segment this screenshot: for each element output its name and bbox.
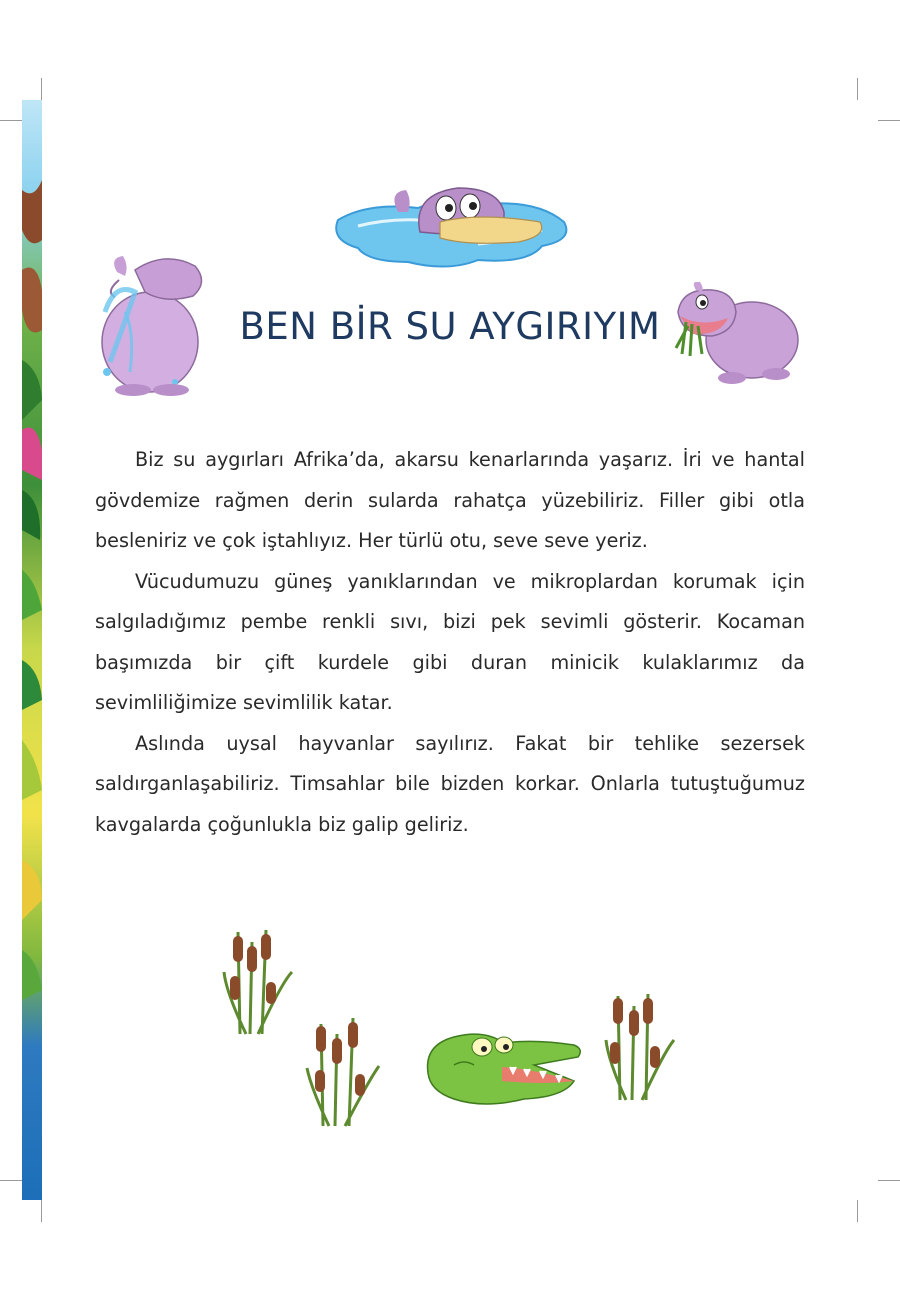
story-text: [95, 440, 805, 845]
crop-mark: [41, 1200, 42, 1222]
paragraph: Aslında uysal hayvanlar sayılırız. Fakat bir tehlike sezersek saldırganlaşabiliriz. Timsahlar bile bizden korkar. Onlarla tutuştuğumuz kavgalarda çoğunlukla biz galip geliriz.: [95, 731, 805, 836]
crop-mark: [878, 120, 900, 121]
page-title: BEN BİR SU AYGIRIYIM: [239, 305, 661, 348]
reeds-illustration: [305, 1004, 383, 1129]
paragraph: Vücudumuzu güneş yanıklarından ve mikroplardan korumak için salgıladığımız pembe renkli sıvı, bizi pek sevimli gösterir. Kocaman başımızda bir çift kurdele gibi duran minicik kulaklarımız da sevimliliğimize sevimlilik katar.: [95, 569, 805, 714]
paragraph: Biz su aygırları Afrika’da, akarsu kenarlarında yaşarız. İri ve hantal gövdemize rağmen derin sularda rahatça yüzebiliriz. Filler gibi otla besleniriz ve çok iştahlıyız. Her türlü otu, seve seve yeriz.: [95, 448, 805, 552]
hippo-in-pool-illustration: [328, 182, 574, 274]
crocodile-illustration: [424, 1025, 586, 1110]
crop-mark: [857, 78, 858, 100]
reeds-illustration: [604, 978, 676, 1103]
crop-mark: [0, 120, 22, 121]
hippo-splashing-illustration: [95, 252, 213, 397]
crop-mark: [857, 1200, 858, 1222]
crop-mark: [878, 1180, 900, 1181]
crop-mark: [0, 1180, 22, 1181]
reeds-illustration: [222, 912, 296, 1037]
crop-mark: [41, 78, 42, 100]
edge-jungle-strip: [22, 100, 42, 1200]
